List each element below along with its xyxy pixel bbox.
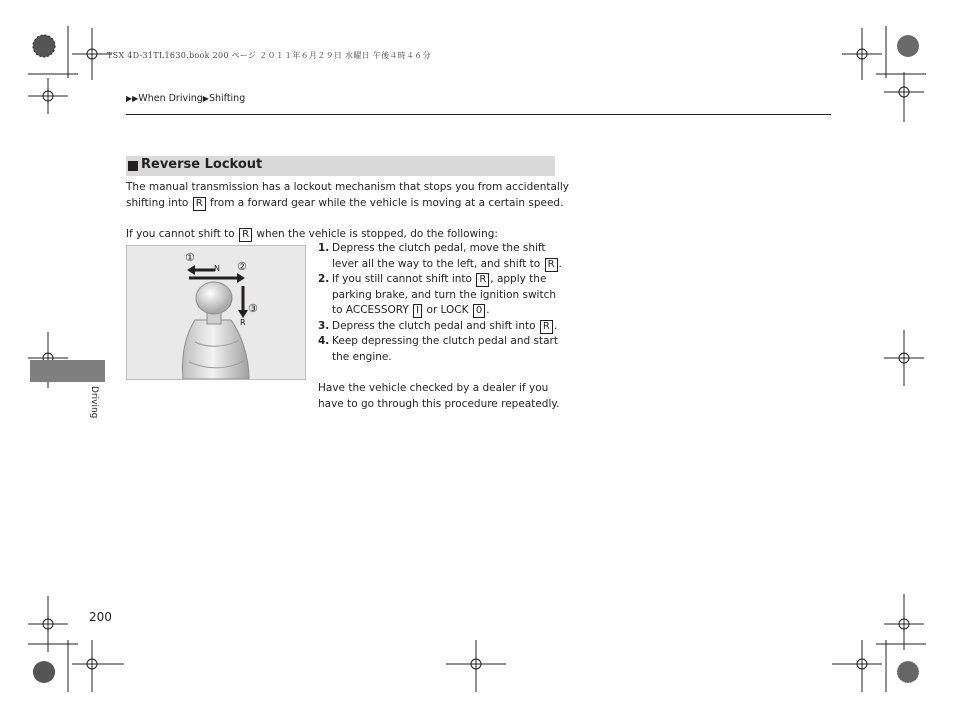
- step-text-b: .: [553, 319, 558, 332]
- step-text: parking brake, and turn the ignition switch: [332, 288, 557, 301]
- callout-1: ①: [185, 251, 195, 264]
- gear-key-r: R: [540, 320, 553, 334]
- ignition-key-lock: 0: [473, 304, 485, 318]
- shift-boot: [183, 320, 250, 379]
- callout-2: ②: [237, 260, 247, 273]
- section-heading: [126, 156, 555, 176]
- gear-key-r: R: [239, 228, 252, 242]
- closing-line-2: have to go through this procedure repeatedly.: [318, 398, 560, 410]
- step-text-c: .: [486, 304, 490, 316]
- intro-line-1: The manual transmission has a lockout mechanism that stops you from accidentally: [126, 181, 569, 193]
- intro-line-2: [126, 195, 569, 211]
- shift-lever-figure: [126, 245, 306, 380]
- neutral-label: N: [214, 264, 220, 273]
- step-3: [318, 319, 563, 335]
- condition-text-a: If you cannot shift to: [126, 228, 235, 240]
- step-text: [332, 272, 563, 288]
- step-2: [318, 272, 563, 319]
- section-title: Reverse Lockout: [141, 157, 263, 172]
- closing-paragraph: [318, 380, 559, 412]
- step-text-b: .: [558, 257, 562, 270]
- step-number: 4.: [318, 335, 330, 347]
- intro-text-b: from a forward gear while the vehicle is moving at a certain speed.: [210, 197, 564, 209]
- gear-key-r: R: [545, 258, 558, 272]
- breadcrumb-item-shifting[interactable]: Shifting: [208, 93, 246, 104]
- step-text-a: If you still cannot shift into: [332, 273, 472, 285]
- step-text: Depress the clutch pedal, move the shift: [332, 242, 546, 254]
- step-4: [318, 334, 563, 365]
- step-text: the engine.: [332, 350, 392, 363]
- step-text-a: to ACCESSORY: [332, 304, 409, 316]
- step-1: [318, 241, 563, 272]
- header-divider: [126, 114, 831, 115]
- step-number: 1.: [318, 242, 330, 254]
- step-text: [332, 319, 563, 335]
- page-number: 200: [89, 610, 112, 624]
- gear-key-r: R: [476, 273, 489, 287]
- chapter-tab[interactable]: [30, 360, 105, 382]
- breadcrumb: [126, 93, 245, 104]
- steps-list: [318, 241, 563, 365]
- step-number: 3.: [318, 319, 330, 332]
- callout-3: ③: [248, 302, 258, 315]
- step-text-a: lever all the way to the left, and shift to: [332, 257, 541, 270]
- closing-line-1: Have the vehicle checked by a dealer if you: [318, 382, 549, 394]
- gear-key-r: R: [193, 197, 206, 211]
- print-slug: TSX 4D-31TL1630.book 200 ページ ２０１１年６月２９日 水曜日 午後４時４６分: [107, 51, 431, 60]
- reverse-label: R: [240, 318, 246, 327]
- breadcrumb-separator-icon: ▶: [202, 94, 209, 103]
- intro-text-a: shifting into: [126, 197, 189, 209]
- step-text: [332, 303, 563, 319]
- chapter-label: Driving: [89, 386, 99, 419]
- step-number: 2.: [318, 273, 330, 285]
- step-text: Keep depressing the clutch pedal and start: [332, 335, 558, 347]
- condition-text-b: when the vehicle is stopped, do the following:: [256, 228, 498, 240]
- intro-paragraph: [126, 179, 569, 211]
- step-text-b: or LOCK: [426, 304, 469, 316]
- section-square-icon: [128, 161, 138, 171]
- shift-knob: [196, 282, 232, 314]
- step-text-a: Depress the clutch pedal and shift into: [332, 319, 536, 332]
- breadcrumb-marker-icon: ▶▶: [126, 94, 139, 103]
- condition-paragraph: [126, 226, 498, 242]
- ignition-key-accessory: I: [413, 304, 422, 318]
- step-text: [332, 257, 563, 273]
- breadcrumb-item-when-driving[interactable]: When Driving: [138, 93, 203, 104]
- step-text-b: , apply the: [490, 273, 547, 285]
